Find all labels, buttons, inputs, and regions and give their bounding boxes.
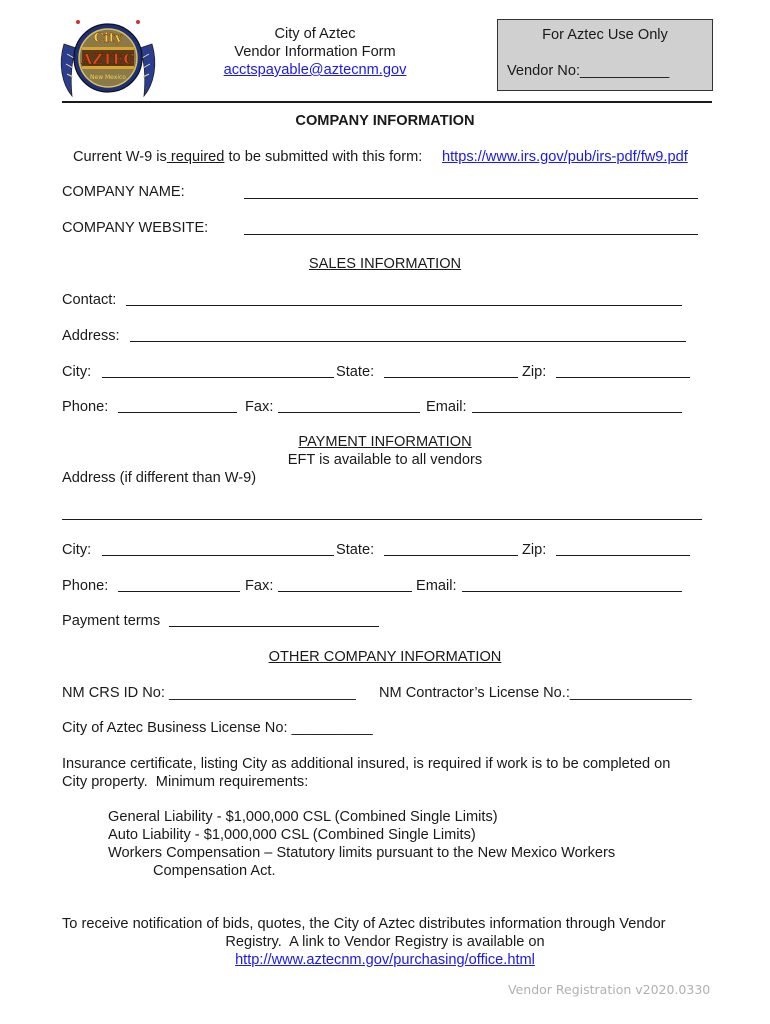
contractor-license-label: NM Contractor’s License No.: [379, 685, 570, 701]
sales-state-field[interactable] [384, 377, 518, 378]
payment-section-title: PAYMENT INFORMATION [298, 434, 472, 450]
sales-state-label: State: [336, 364, 375, 380]
payment-phone-field[interactable] [118, 591, 240, 592]
w9-suffix: to be submitted with this form: [224, 149, 423, 165]
company-name-label: COMPANY NAME: [62, 184, 185, 200]
sales-fax-label: Fax: [245, 399, 274, 415]
payment-city-label: City: [62, 542, 92, 558]
requirement-workers-comp: Workers Compensation – Statutory limits pursuant to the New Mexico Workers [108, 845, 616, 861]
payment-terms-label: Payment terms [62, 613, 161, 629]
payment-fax-label: Fax: [245, 578, 274, 594]
sales-zip-field[interactable] [556, 377, 690, 378]
svg-text:City: City [93, 31, 123, 46]
payment-email-field[interactable] [462, 591, 682, 592]
company-website-field[interactable] [244, 234, 698, 235]
w9-required: required [166, 149, 225, 165]
company-name-field[interactable] [244, 198, 698, 199]
business-license-label: City of Aztec Business License No: [62, 720, 288, 736]
sales-city-label: City: [62, 364, 92, 380]
contractor-license-blank[interactable]: _______________ [569, 685, 692, 701]
w9-link[interactable]: https://www.irs.gov/pub/irs-pdf/fw9.pdf [442, 149, 688, 165]
vendor-number-field[interactable]: Vendor No:___________ [507, 63, 670, 79]
admin-box-title: For Aztec Use Only [542, 27, 668, 43]
crs-id-label: NM CRS ID No: [62, 685, 165, 701]
contractor-license-field[interactable] [379, 684, 692, 702]
payment-phone-label: Phone: [62, 578, 109, 594]
sales-section-title: SALES INFORMATION [308, 256, 462, 272]
sales-address-label: Address: [62, 328, 120, 344]
sales-contact-field[interactable] [126, 305, 682, 306]
payment-zip-label: Zip: [522, 542, 547, 558]
insurance-text-line1: Insurance certificate, listing City as additional insured, is required if work is to be completed on [62, 756, 671, 772]
payment-state-label: State: [336, 542, 375, 558]
sales-email-label: Email: [426, 399, 467, 415]
payment-terms-field[interactable] [169, 626, 379, 627]
payment-eft-note: EFT is available to all vendors [287, 452, 483, 468]
sales-zip-label: Zip: [522, 364, 547, 380]
sales-fax-field[interactable] [278, 412, 420, 413]
company-website-label: COMPANY WEBSITE: [62, 220, 209, 236]
header-form-name: Vendor Information Form [234, 44, 396, 60]
sales-city-field[interactable] [102, 377, 334, 378]
header-rule [62, 101, 712, 103]
header-email-link[interactable]: acctspayable@aztecnm.gov [223, 62, 407, 78]
company-section-title: COMPANY INFORMATION [295, 113, 475, 129]
svg-text:AZTEC: AZTEC [81, 52, 135, 68]
sales-address-field[interactable] [130, 341, 686, 342]
sales-phone-label: Phone: [62, 399, 109, 415]
sales-contact-label: Contact: [62, 292, 117, 308]
requirement-auto-liability: Auto Liability - $1,000,000 CSL (Combined Single Limits) [108, 827, 476, 843]
sales-email-field[interactable] [472, 412, 682, 413]
city-logo-icon [58, 14, 158, 98]
registry-text-line2: Registry. A link to Vendor Registry is available on [225, 934, 545, 950]
insurance-text-line2: City property. Minimum requirements: [62, 774, 309, 790]
business-license-blank[interactable]: __________ [291, 720, 373, 736]
payment-address-field[interactable] [62, 519, 702, 520]
svg-text:New Mexico: New Mexico [90, 74, 126, 81]
payment-zip-field[interactable] [556, 555, 690, 556]
payment-state-field[interactable] [384, 555, 518, 556]
header-city: City of Aztec [274, 26, 356, 42]
w9-statement [73, 148, 422, 166]
business-license-field[interactable] [62, 719, 373, 737]
sales-phone-field[interactable] [118, 412, 237, 413]
payment-email-label: Email: [416, 578, 457, 594]
crs-id-blank[interactable]: _______________________ [169, 685, 356, 701]
registry-text-line1: To receive notification of bids, quotes, the City of Aztec distributes information through Vendor [62, 916, 666, 932]
payment-address-label: Address (if different than W-9) [62, 470, 257, 486]
other-section-title: OTHER COMPANY INFORMATION [268, 649, 502, 665]
requirement-workers-comp-cont: Compensation Act. [153, 863, 276, 879]
crs-id-field[interactable] [62, 684, 356, 702]
w9-prefix: Current W-9 is [73, 149, 167, 165]
payment-fax-field[interactable] [278, 591, 412, 592]
registry-link[interactable]: http://www.aztecnm.gov/purchasing/office.html [235, 952, 535, 968]
footer-version: Vendor Registration v2020.0330 [508, 982, 711, 997]
requirement-general-liability: General Liability - $1,000,000 CSL (Combined Single Limits) [108, 809, 498, 825]
payment-city-field[interactable] [102, 555, 334, 556]
